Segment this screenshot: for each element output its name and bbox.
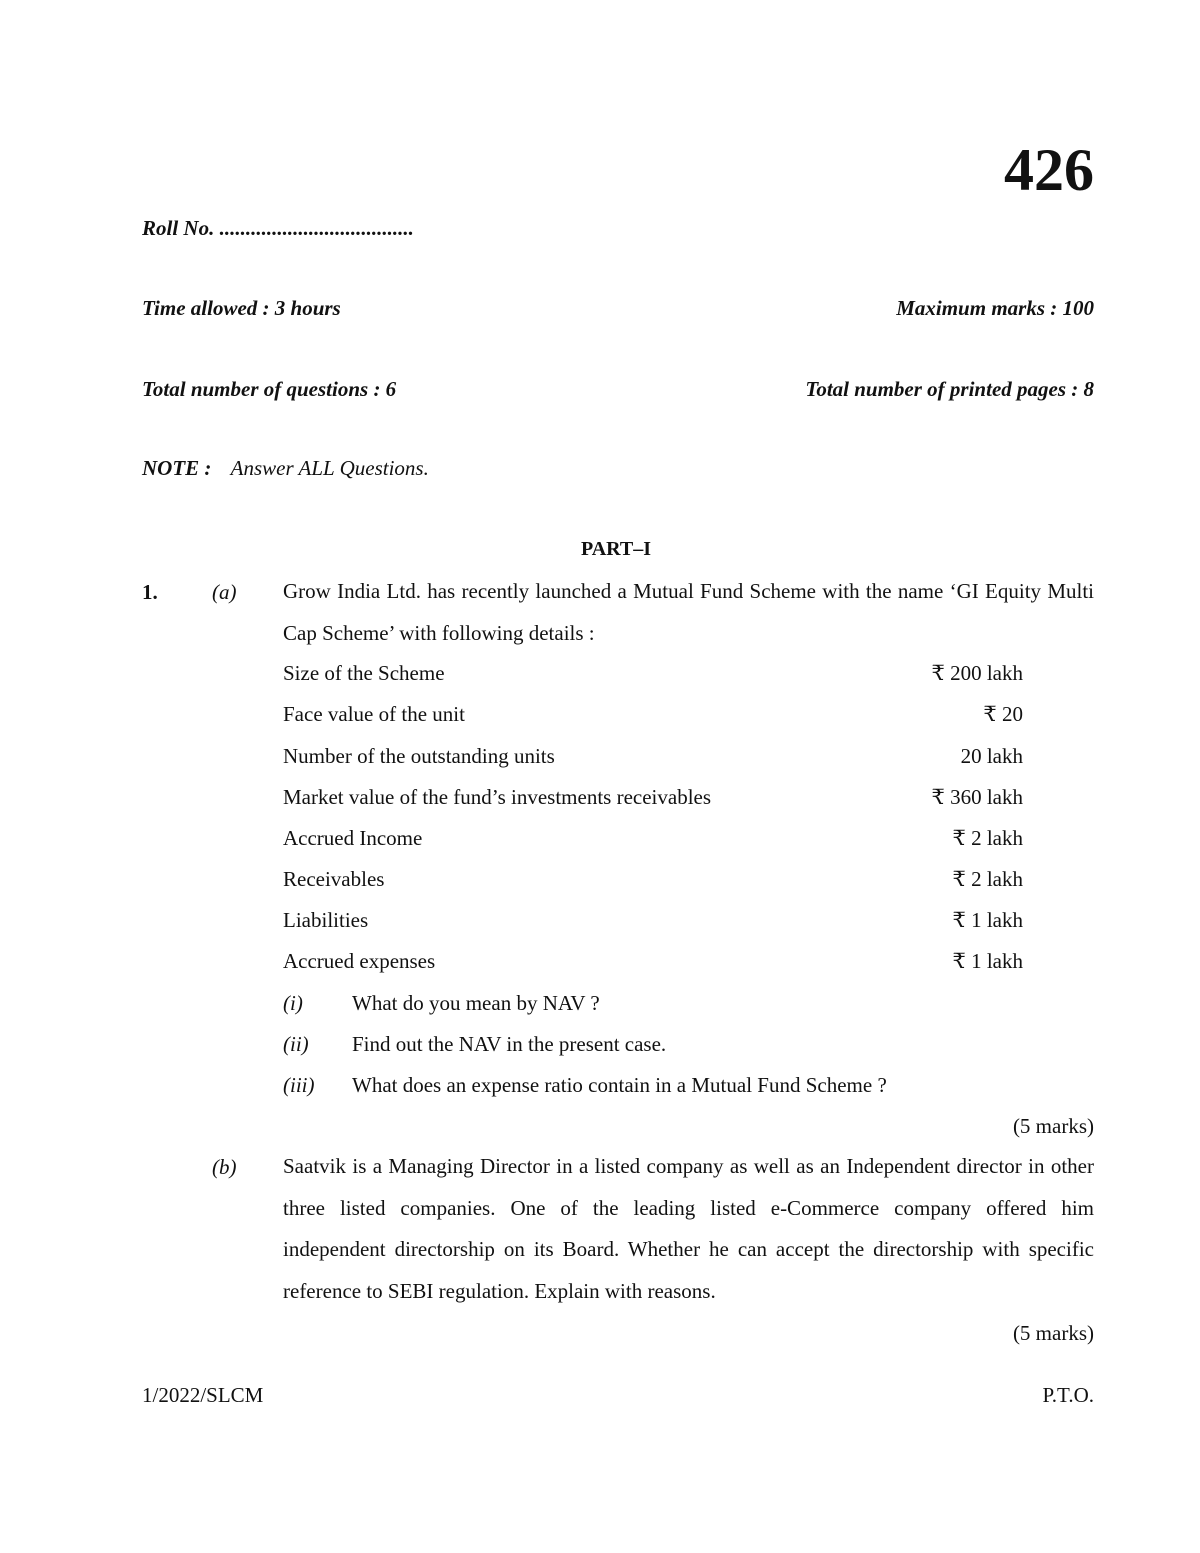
detail-row (283, 826, 1023, 851)
marks-b (1013, 1321, 1094, 1346)
detail-value: ₹ 2 lakh (952, 826, 1023, 850)
subpart-roman: (iii) (283, 1073, 315, 1097)
detail-label: Accrued expenses (283, 949, 436, 973)
detail-row (283, 702, 1023, 727)
footer-pto: P.T.O. (1042, 1383, 1094, 1407)
total-pages: Total number of printed pages : 8 (805, 377, 1094, 401)
detail-value: ₹ 200 lakh (931, 661, 1023, 685)
subpart-text: What do you mean by NAV ? (352, 991, 600, 1015)
time-marks-row (142, 296, 1094, 321)
subquestion-a-label: (a) (212, 580, 237, 604)
note (142, 456, 429, 481)
question-number: 1. (142, 580, 158, 604)
detail-row (283, 744, 1023, 769)
subpart-roman: (ii) (283, 1032, 309, 1056)
total-questions: Total number of questions : 6 (142, 377, 397, 401)
detail-label: Number of the outstanding units (283, 744, 555, 768)
subpart-text: What does an expense ratio contain in a Mutual Fund Scheme ? (352, 1073, 887, 1097)
detail-label: Market value of the fund’s investments receivables (283, 785, 712, 809)
subquestion-b-text: Saatvik is a Managing Director in a listed company as well as an Independent director in other three listed companies. One of the leading listed e-Commerce company offered him independent directorship on its Board. Whether he can accept the directorship with specific reference to SEBI regulation. Explain with reasons. (283, 1154, 1094, 1303)
detail-value: ₹ 1 lakh (952, 949, 1023, 973)
detail-label: Liabilities (283, 908, 369, 932)
time-allowed: Time allowed : 3 hours (142, 296, 341, 320)
detail-value: ₹ 20 (983, 702, 1023, 726)
marks-a (1013, 1114, 1094, 1139)
detail-row (283, 661, 1023, 686)
note-label: NOTE : (142, 456, 212, 480)
subquestion-b-label: (b) (212, 1155, 237, 1179)
detail-row (283, 908, 1023, 933)
questions-pages-row (142, 377, 1094, 402)
detail-label: Receivables (283, 867, 385, 891)
marks-text: (5 marks) (1012, 1114, 1094, 1138)
detail-value: ₹ 360 lakh (931, 785, 1023, 809)
subpart-roman: (i) (283, 991, 303, 1015)
detail-value: 20 lakh (960, 744, 1023, 768)
detail-row (283, 785, 1023, 810)
roll-number-line: Roll No. ..................................... (142, 216, 414, 240)
maximum-marks: Maximum marks : 100 (896, 296, 1094, 320)
detail-row (283, 949, 1023, 974)
detail-label: Face value of the unit (283, 702, 465, 726)
marks-text: (5 marks) (1012, 1321, 1094, 1345)
detail-value: ₹ 2 lakh (952, 867, 1023, 891)
note-text: Answer ALL Questions. (230, 456, 429, 480)
footer-code: 1/2022/SLCM (142, 1383, 264, 1407)
part-title: PART–I (580, 538, 652, 560)
detail-label: Accrued Income (283, 826, 423, 850)
subquestion-a-intro: Grow India Ltd. has recently launched a Mutual Fund Scheme with the name ‘GI Equity Multi Cap Scheme’ with following details : (283, 579, 1094, 645)
detail-row (283, 867, 1023, 892)
detail-label: Size of the Scheme (283, 661, 445, 685)
subpart-text: Find out the NAV in the present case. (352, 1032, 667, 1056)
detail-value: ₹ 1 lakh (952, 908, 1023, 932)
paper-code: 426 (1004, 137, 1094, 203)
